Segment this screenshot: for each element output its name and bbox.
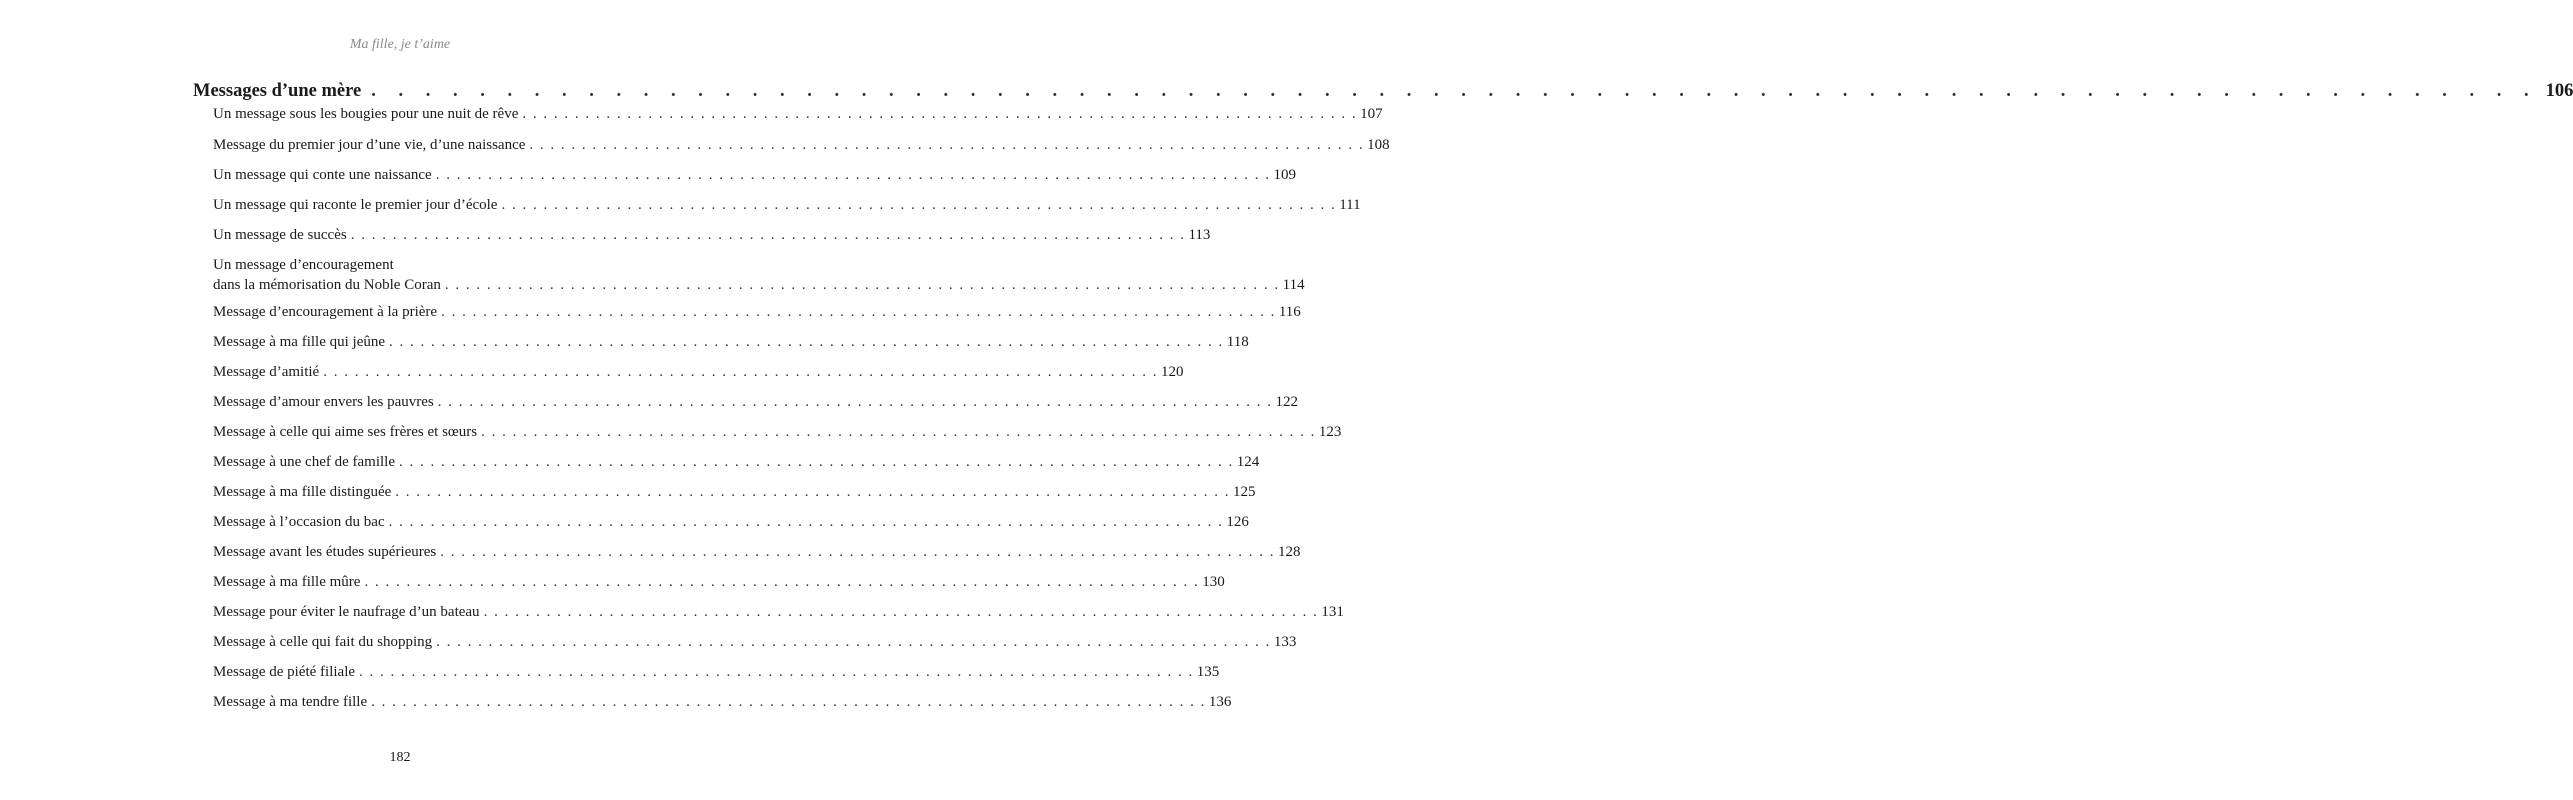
toc-entry (213, 362, 1184, 382)
toc-entry-title: Message avant les études supérieures (213, 544, 437, 560)
toc-entry-title: Message à celle qui aime ses frères et sœurs (213, 424, 478, 440)
toc-entry (213, 104, 1383, 124)
dot-leader: . . . . . . . . . . . . . . . . . . . . . . . . . . . . . . . . . . . . . . . . . . . . . . . . . . . . . . . . . . . . . . . . . . . . . . . . . . . . . . . . (371, 694, 1206, 710)
toc-entry-title: Message à ma fille mûre (213, 574, 361, 590)
dot-leader: . . . . . . . . . . . . . . . . . . . . . . . . . . . . . . . . . . . . . . . . . . . . . . . . . . . . . . . . . . . . . . . . . . . . . . . . . . . . . . . . (481, 424, 1316, 440)
dot-leader: . . . . . . . . . . . . . . . . . . . . . . . . . . . . . . . . . . . . . . . . . . . . . . . . . . . . . . . . . . . . . . . . . . . . . . . . . . . . . . . . (388, 514, 1224, 530)
toc-entry (213, 542, 1301, 562)
dot-leader: . . . . . . . . . . . . . . . . . . . . . . . . . . . . . . . . . . . . . . . . . . . . . . . . . . . . . . . . . . . . . . . . . . . . . . . . . . . . . . . . (389, 334, 1224, 350)
toc-entry (213, 452, 1260, 472)
toc-entry-page-number: 109 (1273, 167, 1296, 183)
toc-entry (213, 662, 1220, 682)
toc-entry-page-number: 136 (1208, 694, 1232, 710)
toc-entry-title: Message à ma tendre fille (213, 694, 368, 710)
dot-leader: . . . . . . . . . . . . . . . . . . . . . . . . . . . . . . . . . . . . . . . . . . . . . . . . . . . . . . . . . . . . . . . . . . . . . . . . . . . . . . . . (435, 167, 1271, 183)
page-number: 182 (389, 750, 411, 765)
toc-entry (213, 602, 1344, 622)
dot-leader: . . . . . . . . . . . . . . . . . . . . . . . . . . . . . . . . . . . . . . . . . . . . . . . . . . . . . . . . . . . . . . . . . . . . . . . . . . . . . . . . (399, 454, 1234, 470)
toc-entry (213, 225, 1211, 245)
toc-entry-page-number: 111 (1339, 197, 1361, 213)
toc-entry-page-number: 113 (1188, 227, 1211, 243)
dot-leader: . . . . . . . . . . . . . . . . . . . . . . . . . . . . . . . . . . . . . . . . . . . . . . . . . . . . . . . . . . . . . . . . . . . . . . . . . . . . . . . . (323, 364, 1158, 380)
dot-leader: . . . . . . . . . . . . . . . . . . . . . . . . . . . . . . . . . . . . . . . . . . . . . . . . . . . . . . . . . . . . . . . . . . . . . . . . . . . . . . . . (441, 304, 1276, 320)
toc-entry-page-number: 125 (1233, 484, 1256, 500)
toc-entry-title: Message à une chef de famille (213, 454, 395, 470)
toc-entry-title: Message du premier jour d’une vie, d’une naissance (213, 137, 526, 153)
toc-entry (213, 482, 1256, 502)
toc-entry (213, 422, 1342, 442)
dot-leader: . . . . . . . . . . . . . . . . . . . . . . . . . . . . . . . . . . . . . . . . . . . . . . . . . . . . . . . . . . . . . . . . . . . . . . . . . . . . . . . . (522, 106, 1358, 122)
dot-leader: . . . . . . . . . . . . . . . . . . . . . . . . . . . . . . . . . . . . . . . . . . . . . . . . . . . . . . . . . . . . . . . . . . . . . . . . . . . . . . . . (437, 394, 1273, 410)
toc-entry (213, 632, 1297, 652)
toc-entry (213, 692, 1232, 712)
toc-entry-title: Message à ma fille distinguée (213, 484, 392, 500)
toc-entry-page-number: 130 (1202, 574, 1225, 590)
dot-leader: . . . . . . . . . . . . . . . . . . . . . . . . . . . . . . . . . . . . . . . . . . . . . . . . . . . . . . . . . . . . . . . . . . . . . . . . . . . . . . . . (364, 574, 1200, 590)
dot-leader: . . . . . . . . . . . . . . . . . . . . . . . . . . . . . . . . . . . . . . . . . . . . . . . . . . . . . . . . . . . . . . . . . . . . . . . . . . . . . . . . (529, 137, 1365, 153)
toc-entry-page-number: 107 (1360, 106, 1383, 122)
running-head: Ma fille, je t’aime (349, 37, 451, 52)
toc-entry-title: Un message de succès (213, 227, 347, 243)
toc-entry-page-number: 122 (1275, 394, 1299, 410)
dot-leader: . . . . . . . . . . . . . . . . . . . . . . . . . . . . . . . . . . . . . . . . . . . . . . . . . . . . . . . . . . . . . . . . . . . . . . . . . . . . . . . . (444, 277, 1280, 293)
toc-entry-title: Un message qui raconte le premier jour d’école (213, 197, 498, 213)
toc-entry-page-number: 114 (1282, 277, 1305, 293)
toc-entry-title: Message pour éviter le naufrage d’un bateau (213, 604, 480, 620)
toc-entry (213, 255, 1305, 295)
toc-entry-page-number: 124 (1236, 454, 1260, 470)
toc-entry-title: Message à l’occasion du bac (213, 514, 385, 530)
toc-section-heading (193, 70, 2573, 102)
toc-entry (213, 165, 1296, 185)
toc-entry-page-number: 123 (1318, 424, 1342, 440)
toc-entry (213, 512, 1249, 532)
dot-leader: . . . . . . . . . . . . . . . . . . . . . . . . . . . . . . . . . . . . . . . . . . . . . . . . . . . . . . . . . . . . . . . . . . . . . . . . . . . . . . . . (359, 664, 1194, 680)
dot-leader: . . . . . . . . . . . . . . . . . . . . . . . . . . . . . . . . . . . . . . . . . . . . . . . . . . . . . . . . . . . . . . . . . . . . . . . . . . . . . . . . (350, 227, 1186, 243)
dot-leader: . . . . . . . . . . . . . . . . . . . . . . . . . . . . . . . . . . . . . . . . . . . . . . . . . . . . . . . . . . . . . . . . . . . . . . . . . . . . . . . . (395, 484, 1231, 500)
toc-entry-title: Message à celle qui fait du shopping (213, 634, 433, 650)
section-title: Messages d’une mère (193, 81, 362, 101)
toc-entry-page-number: 128 (1278, 544, 1301, 560)
toc-entry-title: Un message d’encouragement dans la mémorisation du Noble Coran (213, 257, 441, 293)
toc-entry-title: Message de piété filiale (213, 664, 356, 680)
toc-entry-title: Un message qui conte une naissance (213, 167, 432, 183)
toc-entry-page-number: 131 (1321, 604, 1344, 620)
dot-leader: . . . . . . . . . . . . . . . . . . . . . . . . . . . . . . . . . . . . . . . . . . . . . . . . . . . . . . . . . . . . . . . . . . . . . . . . . . . . . . . . (436, 634, 1271, 650)
toc-entry-page-number: 108 (1367, 137, 1390, 153)
toc-entry-page-number: 126 (1226, 514, 1249, 530)
toc-entry-page-number: 118 (1226, 334, 1249, 350)
toc-entry-title: Message d’amour envers les pauvres (213, 394, 434, 410)
toc-entry-page-number: 133 (1273, 634, 1297, 650)
toc-entry-title: Message à ma fille qui jeûne (213, 334, 386, 350)
toc-entry-title: Un message sous les bougies pour une nuit de rêve (213, 106, 519, 122)
toc-entry-title: Message d’encouragement à la prière (213, 304, 438, 320)
toc-entry (213, 135, 1390, 155)
toc-entry-page-number: 116 (1278, 304, 1301, 320)
toc-entry-title: Message d’amitié (213, 364, 320, 380)
toc-entry-page-number: 135 (1196, 664, 1220, 680)
toc-entry (213, 392, 1299, 412)
section-page-number: 106 (2545, 81, 2573, 101)
toc-entry-page-number: 120 (1160, 364, 1184, 380)
dot-leader: . . . . . . . . . . . . . . . . . . . . . . . . . . . . . . . . . . . . . . . . . . . . . . . . . . . . . . . . . . . . . . . . . . . . . . . . . . . . . . . . (440, 544, 1276, 560)
toc-entry (213, 572, 1225, 592)
dot-leader: . . . . . . . . . . . . . . . . . . . . . . . . . . . . . . . . . . . . . . . . . . . . . . . . . . . . . . . . . . . . . . . . . . . . . . . . . . . . . . . . (501, 197, 1337, 213)
toc-entry (213, 302, 1301, 322)
toc-entry (213, 332, 1249, 352)
dot-leader: . . . . . . . . . . . . . . . . . . . . . . . . . . . . . . . . . . . . . . . . . . . . . . . . . . . . . . . . . . . . . . . . . . . . . . . . . . . . . . . . (371, 81, 2538, 101)
dot-leader: . . . . . . . . . . . . . . . . . . . . . . . . . . . . . . . . . . . . . . . . . . . . . . . . . . . . . . . . . . . . . . . . . . . . . . . . . . . . . . . . (483, 604, 1319, 620)
toc-entry (213, 195, 1361, 215)
